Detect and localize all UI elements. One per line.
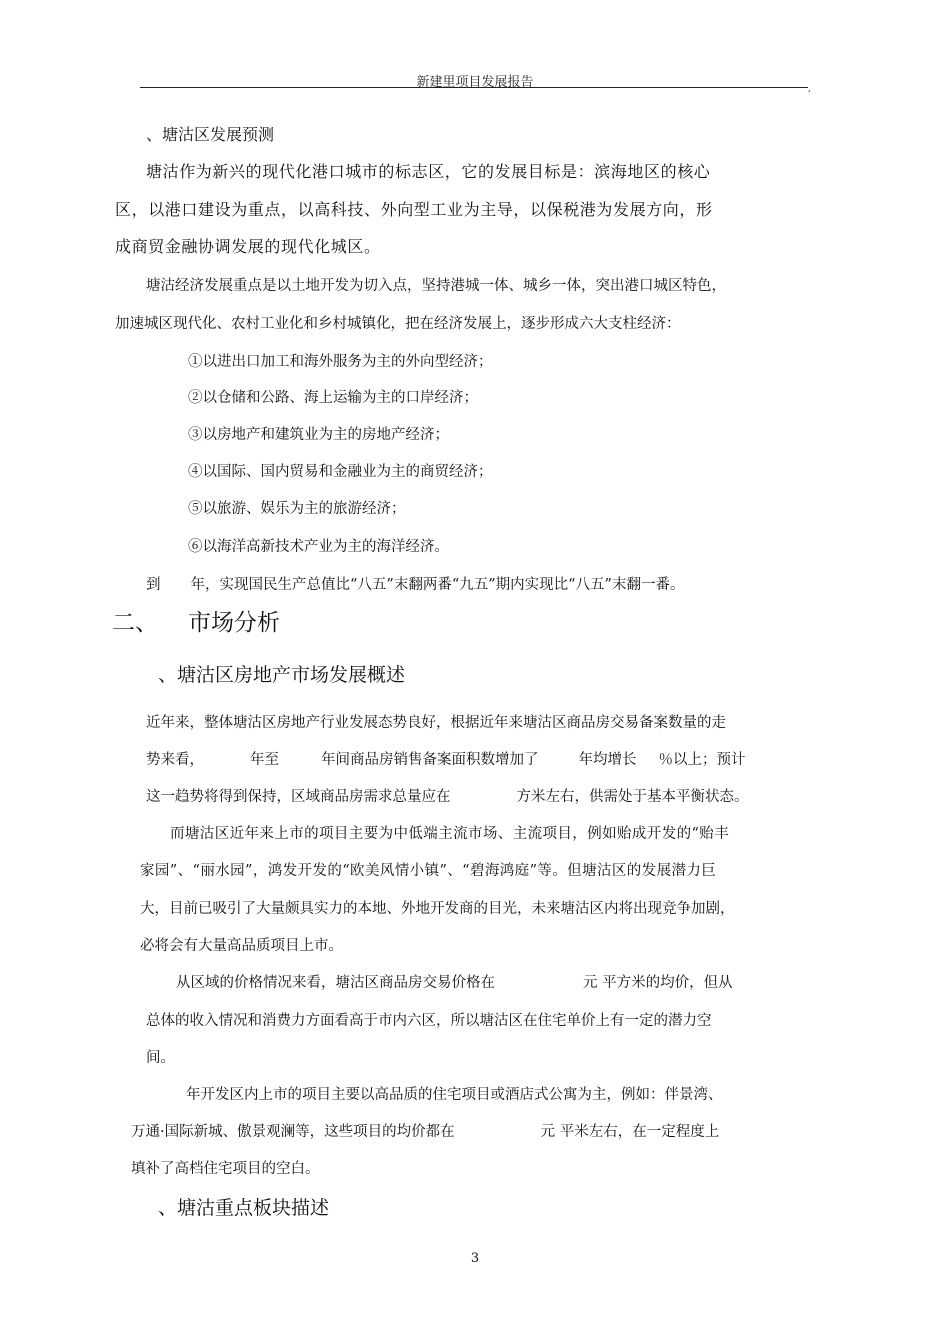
pillar-item: ⑥以海洋高新技术产业为主的海洋经济。 xyxy=(188,539,449,555)
text-fragment: 从区域的价格情况来看，塘沽区商品房交易价格在 xyxy=(176,975,495,991)
text-fragment: 方米左右，供需处于基本平衡状态。 xyxy=(516,789,749,805)
projects-line1: 而塘沽区近年来上市的项目主要为中低端主流市场、主流项目，例如贻成开发的“贻丰 xyxy=(170,826,730,842)
section-heading-market-analysis xyxy=(112,604,280,637)
subheading-key-sectors: 、塘沽重点板块描述 xyxy=(158,1197,330,1219)
text-fragment: 年间商品房销售备案面积数增加了 xyxy=(321,752,539,768)
text-fragment: ％以上；预计 xyxy=(658,752,746,768)
pillar-item: ⑤以旅游、娱乐为主的旅游经济； xyxy=(188,501,406,517)
text-fragment: 万通·国际新城、傲景观澜等，这些项目的均价都在 xyxy=(131,1124,455,1140)
text-fragment: 年至 xyxy=(250,752,279,768)
pillar-item: ①以进出口加工和海外服务为主的外向型经济； xyxy=(188,354,493,370)
pillar-item: ③以房地产和建筑业为主的房地产经济； xyxy=(188,427,449,443)
subheading-tanggu-forecast: 、塘沽区发展预测 xyxy=(146,125,275,144)
para1-line2: 区，以港口建设为重点，以高科技、外向型工业为主导，以保税港为发展方向，形 xyxy=(115,200,713,219)
text-fragment: 势来看， xyxy=(146,752,204,768)
section-title: 市场分析 xyxy=(188,610,280,636)
projects-line3: 大，目前已吸引了大量颇具实力的本地、外地开发商的目光，未来塘沽区内将出现竞争加剧， xyxy=(140,901,735,917)
overview-line1: 近年来，整体塘沽区房地产行业发展态势良好，根据近年来塘沽区商品房交易备案数量的走 xyxy=(146,715,726,731)
pillar-item: ②以仓储和公路、海上运输为主的口岸经济； xyxy=(188,390,478,406)
page-header-title: 新建里项目发展报告 xyxy=(416,75,534,90)
header-rule xyxy=(140,87,808,88)
header-mark: , xyxy=(808,84,811,94)
section-number: 二、 xyxy=(112,610,158,636)
text-fragment: 年均增长 xyxy=(578,752,637,768)
projects-line4: 必将会有大量高品质项目上市。 xyxy=(140,938,343,954)
subheading-market-overview: 、塘沽区房地产市场发展概述 xyxy=(158,664,406,686)
goal-line xyxy=(146,573,684,594)
page-number: 3 xyxy=(470,1251,480,1266)
price-line3: 间。 xyxy=(146,1050,175,1066)
overview-line3 xyxy=(146,785,749,806)
text-fragment: 元 平米左右，在一定程度上 xyxy=(540,1124,720,1140)
text-fragment: 元 平方米的均价，但从 xyxy=(583,975,733,991)
devzone-line2 xyxy=(131,1120,719,1141)
devzone-line3: 填补了高档住宅项目的空白。 xyxy=(131,1161,320,1177)
goal-text: 年，实现国民生产总值比“八五”末翻两番“九五”期内实现比“八五”末翻一番。 xyxy=(190,577,685,593)
para1-line1: 塘沽作为新兴的现代化港口城市的标志区，它的发展目标是：滨海地区的核心 xyxy=(146,162,711,181)
para2-line2: 加速城区现代化、农村工业化和乡村城镇化，把在经济发展上，逐步形成六大支柱经济： xyxy=(115,316,681,332)
goal-prefix: 到 xyxy=(146,577,161,593)
para2-line1: 塘沽经济发展重点是以土地开发为切入点，坚持港城一体、城乡一体，突出港口城区特色， xyxy=(146,278,726,294)
para1-line3: 成商贸金融协调发展的现代化城区。 xyxy=(115,237,381,256)
pillar-item: ④以国际、国内贸易和金融业为主的商贸经济； xyxy=(188,464,493,480)
devzone-line1: 年开发区内上市的项目主要以高品质的住宅项目或酒店式公寓为主，例如：伴景湾、 xyxy=(186,1087,723,1103)
price-line1 xyxy=(176,971,733,992)
price-line2: 总体的收入情况和消费力方面看高于市内六区，所以塘沽区在住宅单价上有一定的潜力空 xyxy=(146,1013,712,1029)
text-fragment: 这一趋势将得到保持，区域商品房需求总量应在 xyxy=(146,789,451,805)
projects-line2: 家园”、“丽水园”，鸿发开发的“欧美风情小镇”、“碧海鸿庭”等。但塘沽区的发展潜力巨 xyxy=(140,863,717,879)
overview-line2 xyxy=(146,748,746,769)
